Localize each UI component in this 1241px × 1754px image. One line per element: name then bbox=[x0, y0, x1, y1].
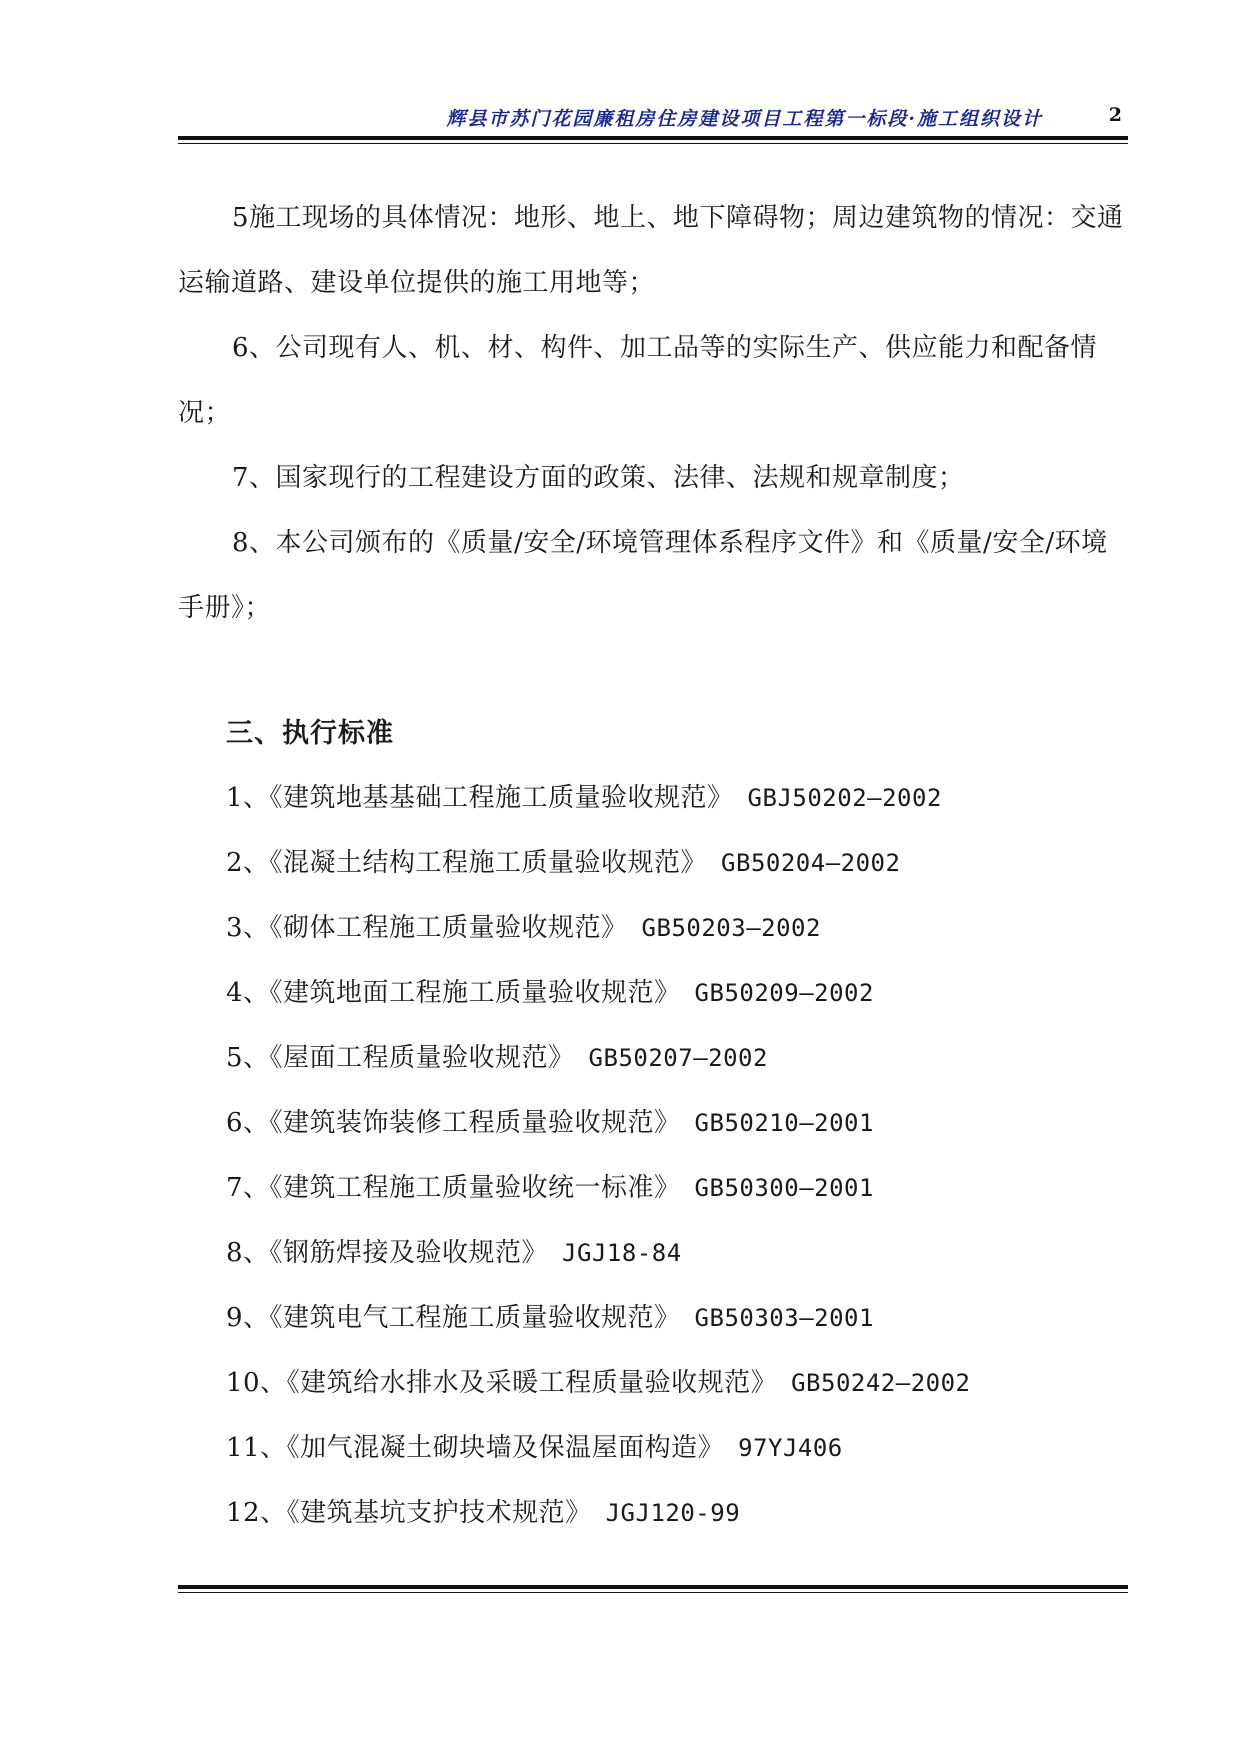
list-item bbox=[178, 831, 1128, 896]
list-item bbox=[178, 1221, 1128, 1286]
header-rule bbox=[178, 136, 1128, 144]
list-item bbox=[178, 1091, 1128, 1156]
standard-title: 8、《钢筋焊接及验收规范》 bbox=[226, 1238, 549, 1268]
standard-code: JGJ120-99 bbox=[605, 1499, 741, 1527]
standard-title: 4、《建筑地面工程施工质量验收规范》 bbox=[226, 978, 681, 1008]
standard-code: GBJ50202—2002 bbox=[747, 784, 942, 812]
standard-title: 6、《建筑装饰装修工程质量验收规范》 bbox=[226, 1108, 681, 1138]
standard-title: 1、《建筑地基基础工程施工质量验收规范》 bbox=[226, 783, 734, 813]
standard-code: GB50207—2002 bbox=[588, 1044, 768, 1072]
list-item bbox=[178, 1156, 1128, 1221]
footer-rule bbox=[178, 1585, 1128, 1593]
standard-code: 97YJ406 bbox=[738, 1434, 843, 1462]
standard-code: JGJ18-84 bbox=[562, 1239, 682, 1267]
list-item bbox=[178, 766, 1128, 831]
page-body bbox=[178, 186, 1128, 1546]
standard-code: GB50242—2002 bbox=[791, 1369, 971, 1397]
paragraph-company-documents: 8、本公司颁布的《质量/安全/环境管理体系程序文件》和《质量/安全/环境手册》； bbox=[178, 528, 1108, 623]
standard-code: GB50303—2001 bbox=[694, 1304, 874, 1332]
paragraph-company-capacity: 6、公司现有人、机、材、构件、加工品等的实际生产、供应能力和配备情况； bbox=[178, 333, 1098, 428]
standard-title: 3、《砌体工程施工质量验收规范》 bbox=[226, 913, 628, 943]
page-number: 2 bbox=[1108, 104, 1122, 126]
list-item bbox=[178, 1481, 1128, 1546]
paragraph-site-conditions: 5施工现场的具体情况：地形、地上、地下障碍物；周边建筑物的情况：交通运输道路、建设单位提供的施工用地等； bbox=[178, 203, 1124, 298]
section-heading: 三、执行标准 bbox=[226, 718, 394, 749]
list-item bbox=[178, 961, 1128, 1026]
standard-code: GB50300—2001 bbox=[694, 1174, 874, 1202]
list-item bbox=[178, 1026, 1128, 1091]
standard-title: 11、《加气混凝土砌块墙及保温屋面构造》 bbox=[226, 1433, 725, 1463]
standard-title: 9、《建筑电气工程施工质量验收规范》 bbox=[226, 1303, 681, 1333]
document-title: 辉县市苏门花园廉租房住房建设项目工程第一标段·施工组织设计 bbox=[446, 108, 1043, 130]
standards-list bbox=[178, 766, 1128, 1546]
standard-title: 5、《屋面工程质量验收规范》 bbox=[226, 1043, 575, 1073]
standard-title: 12、《建筑基坑支护技术规范》 bbox=[226, 1498, 592, 1528]
paragraph-national-regulations: 7、国家现行的工程建设方面的政策、法律、法规和规章制度； bbox=[232, 463, 965, 493]
list-item bbox=[178, 896, 1128, 961]
list-item bbox=[178, 1416, 1128, 1481]
standard-code: GB50203—2002 bbox=[641, 914, 821, 942]
standard-code: GB50210—2001 bbox=[694, 1109, 874, 1137]
list-item bbox=[178, 1286, 1128, 1351]
standard-title: 10、《建筑给水排水及采暖工程质量验收规范》 bbox=[226, 1368, 778, 1398]
page-header bbox=[178, 100, 1128, 134]
standard-code: GB50204—2002 bbox=[721, 849, 901, 877]
standard-title: 7、《建筑工程施工质量验收统一标准》 bbox=[226, 1173, 681, 1203]
standard-title: 2、《混凝土结构工程施工质量验收规范》 bbox=[226, 848, 708, 878]
standard-code: GB50209—2002 bbox=[694, 979, 874, 1007]
list-item bbox=[178, 1351, 1128, 1416]
